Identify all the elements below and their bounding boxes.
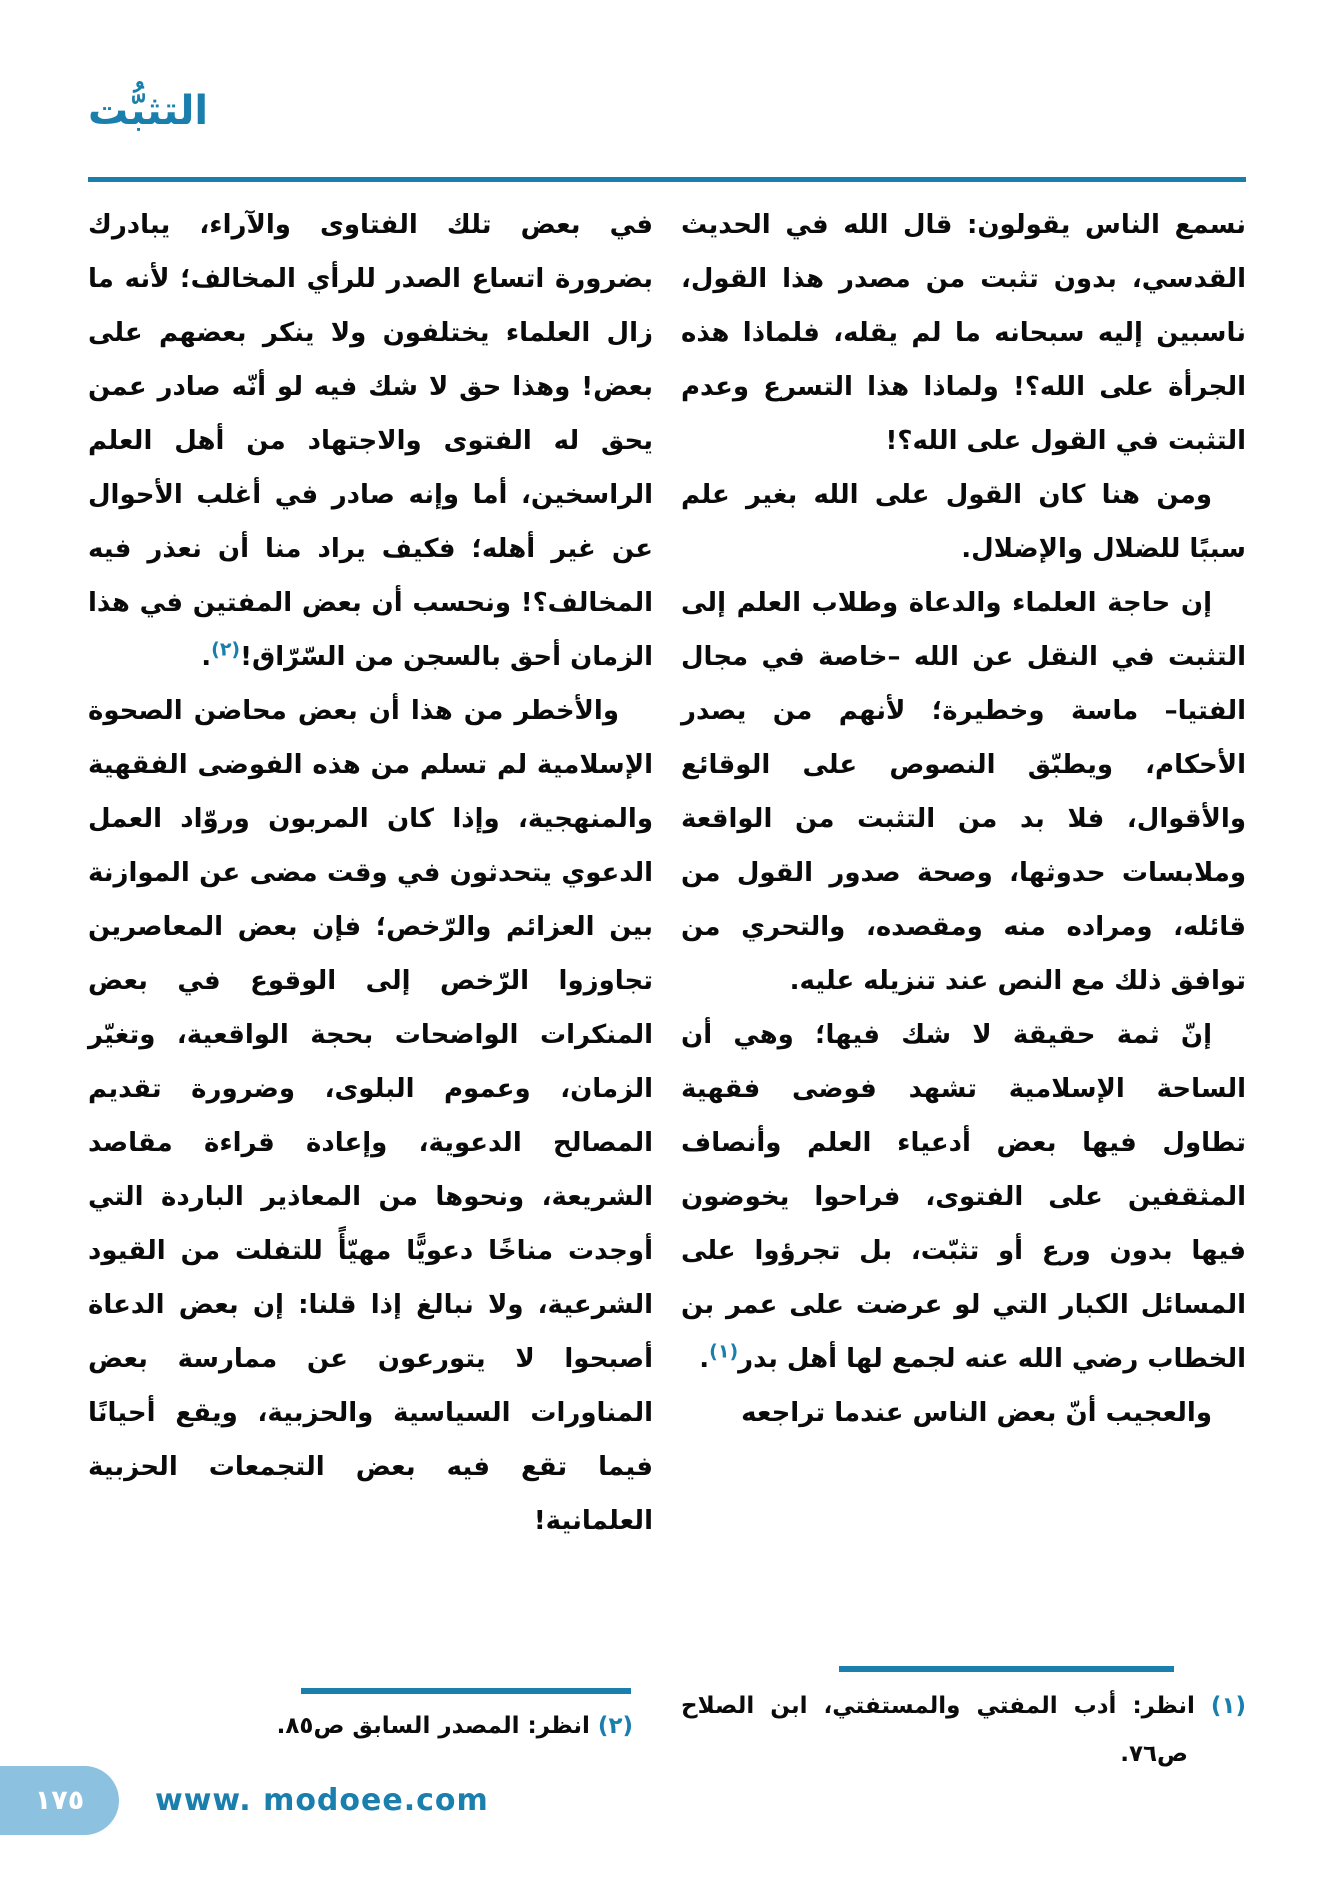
paragraph-text: . (201, 642, 212, 672)
footnote (88, 1702, 653, 1750)
footnote-divider (301, 1688, 631, 1694)
site-url-link[interactable]: www. modoee.com (155, 1783, 489, 1818)
footnote-ref-1: (١) (709, 1340, 739, 1363)
page-body (88, 198, 1246, 1778)
paragraph-text: إنّ ثمة حقيقة لا شك فيها؛ وهي أن الساحة الإسلامية تشهد فوضى فقهية تطاول فيها بعض أدعياء العلم وأنصاف المثقفين على الفتوى، فراحوا يخوضون فيها بدون ورع أو تثبّت، بل تجرؤوا على المسائل الكبار التي لو عرضت على عمر بن الخطاب رضي الله عنه لجمع لها أهل بدر (681, 1020, 1246, 1374)
footnote (681, 1682, 1246, 1778)
paragraph: والعجيب أنّ بعض الناس عندما تراجعه (741, 1398, 1212, 1428)
footnote-text: انظر: أدب المفتي والمستفتي، ابن الصلاح ص٧٦. (681, 1693, 1195, 1767)
paragraph (681, 1008, 1246, 1386)
paragraph: نسمع الناس يقولون: قال الله في الحديث القدسي، بدون تثبت من مصدر هذا القول، ناسبين إليه سبحانه ما لم يقله، فلماذا هذه الجرأة على الله؟! ولماذا هذا التسرع وعدم التثبت في القول على الله؟! (681, 210, 1246, 456)
footnotes-right (681, 1666, 1246, 1778)
paragraph: إن حاجة العلماء والدعاة وطلاب العلم إلى التثبت في النقل عن الله –خاصة في مجال الفتيا– ماسة وخطيرة؛ لأنهم من يصدر الأحكام، ويطبّق النصوص على الوقائع والأقوال، فلا بد من التثبت من الواقعة وملابسات حدوثها، وصحة صدور القول من قائله، ومراده منه ومقصده، والتحري من توافق ذلك مع النص عند تنزيله عليه. (681, 588, 1246, 996)
paragraph-text: في بعض تلك الفتاوى والآراء، يبادرك بضرورة اتساع الصدر للرأي المخالف؛ لأنه ما زال العلماء يختلفون ولا ينكر بعضهم على بعض! وهذا حق لا شك فيه لو أنّه صادر عمن يحق له الفتوى والاجتهاد من أهل العلم الراسخين، أما وإنه صادر في أغلب الأحوال عن غير أهله؛ فكيف يراد منا أن نعذر فيه المخالف؟! ونحسب أن بعض المفتين في هذا الزمان أحق بالسجن من السّرّاق! (88, 210, 653, 672)
paragraph-text: . (699, 1344, 710, 1374)
column-right (681, 198, 1246, 1778)
page-title: التثبُّت (88, 88, 209, 134)
header-divider (88, 177, 1246, 182)
page-number-tab (0, 1766, 119, 1835)
footnote-text: انظر: المصدر السابق ص٨٥. (276, 1713, 590, 1739)
footnote-marker: (١) (1210, 1693, 1246, 1719)
footnote-divider (839, 1666, 1174, 1672)
footnote-marker: (٢) (597, 1713, 633, 1739)
paragraph: ومن هنا كان القول على الله بغير علم سببًا للضلال والإضلال. (681, 480, 1246, 564)
paragraph: والأخطر من هذا أن بعض محاضن الصحوة الإسلامية لم تسلم من هذه الفوضى الفقهية والمنهجية، وإذا كان المربون وروّاد العمل الدعوي يتحدثون في وقت مضى عن الموازنة بين العزائم والرّخص؛ فإن بعض المعاصرين تجاوزوا الرّخص إلى الوقوع في بعض المنكرات الواضحات بحجة الواقعية، وتغيّر الزمان، وعموم البلوى، وضرورة تقديم المصالح الدعوية، وإعادة قراءة مقاصد الشريعة، ونحوها من المعاذير الباردة التي أوجدت مناخًا دعويًّا مهيّأً للتفلت من القيود الشرعية، ولا نبالغ إذا قلنا: إن بعض الدعاة أصبحوا لا يتورعون عن ممارسة بعض المناورات السياسية والحزبية، ويقع أحيانًا فيما تقع فيه بعض التجمعات الحزبية العلمانية! (88, 696, 653, 1536)
column-left (88, 198, 653, 1750)
paragraph (88, 198, 653, 684)
page-number: ١٧٥ (34, 1785, 85, 1816)
footnote-ref-2: (٢) (211, 638, 241, 661)
footnotes-left (88, 1688, 653, 1750)
